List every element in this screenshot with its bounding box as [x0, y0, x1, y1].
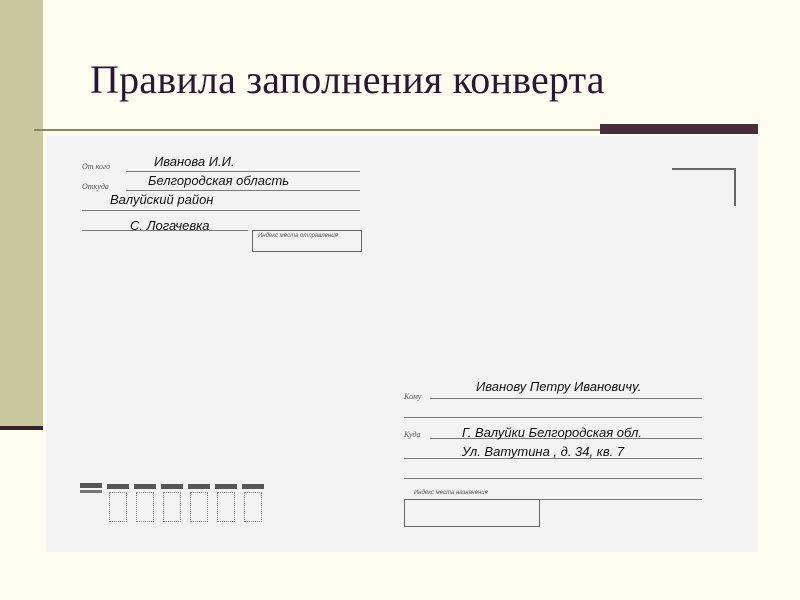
postal-code-grid	[80, 484, 264, 522]
postal-code-digit	[215, 484, 237, 522]
to-label: Кому	[404, 392, 422, 401]
where-to-label: Куда	[404, 430, 421, 439]
recipient-line-1	[430, 398, 702, 399]
where-from-label: Откуда	[82, 182, 109, 191]
sender-line-2	[126, 190, 360, 191]
recipient-line-5	[404, 478, 702, 479]
recipient-street: Ул. Ватутина , д. 34, кв. 7	[462, 444, 625, 459]
recipient-line-2	[404, 417, 702, 418]
stamp-corner	[672, 168, 736, 206]
sender-village: С. Логачевка	[130, 218, 210, 233]
postal-code-digit	[107, 484, 129, 522]
postal-code-digit	[188, 484, 210, 522]
sender-district: Валуйский район	[110, 192, 214, 207]
postal-code-marker	[80, 484, 102, 522]
postal-code-digit	[242, 484, 264, 522]
postal-code-digit	[161, 484, 183, 522]
side-band	[0, 0, 43, 426]
recipient-index-box	[404, 499, 540, 527]
slide-title: Правила заполнения конверта	[90, 57, 605, 102]
sender-region: Белгородская область	[148, 173, 290, 188]
recipient-city-region: Г. Валуйки Белгородская обл.	[462, 425, 643, 440]
sender-line-1	[126, 171, 360, 172]
side-band-accent	[0, 426, 43, 430]
sender-line-3	[82, 210, 360, 211]
recipient-name: Иванову Петру Ивановичу.	[476, 379, 642, 394]
recipient-index-caption: Индекс места назначения	[414, 490, 488, 496]
title-rule-accent	[600, 124, 758, 134]
sender-index-caption: Индекс места отправления	[258, 233, 338, 239]
postal-code-digit	[134, 484, 156, 522]
sender-name: Иванова И.И.	[154, 154, 235, 169]
from-label: От кого	[82, 162, 111, 171]
